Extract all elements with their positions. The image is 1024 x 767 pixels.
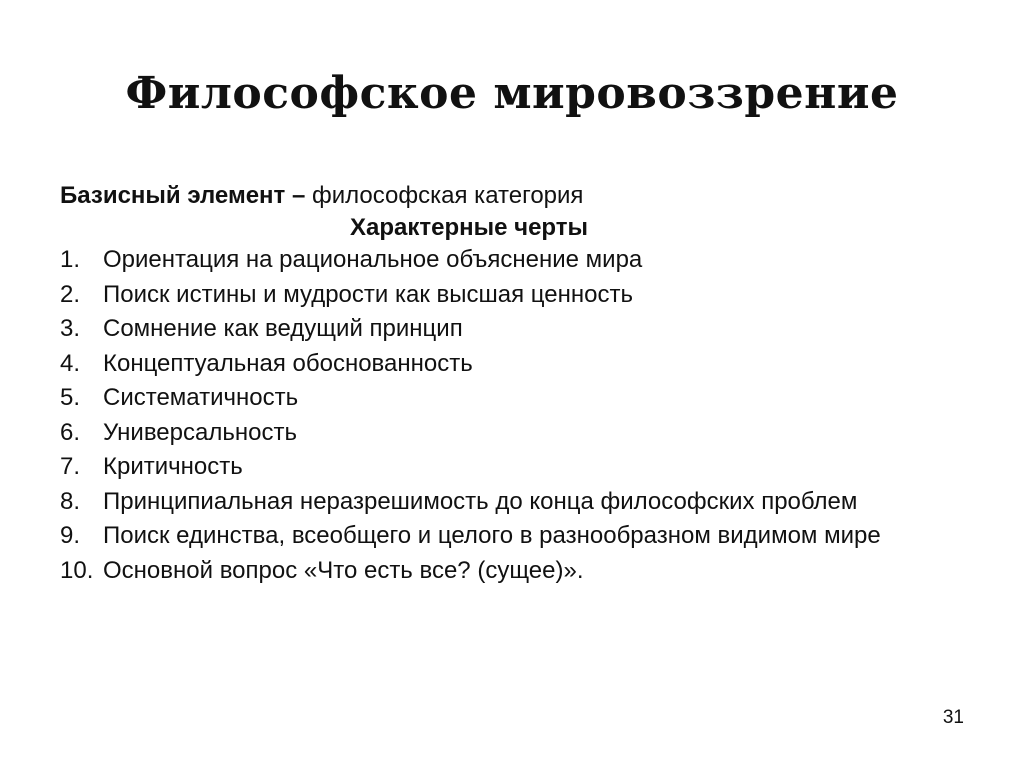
features-list: [60, 247, 960, 592]
feature-text: Универсальность: [103, 418, 297, 446]
feature-number: 9.: [60, 522, 81, 549]
feature-number: 7.: [60, 453, 81, 480]
feature-number: 8.: [60, 487, 81, 515]
feature-text: Ориентация на рациональное объяснение мира: [103, 246, 643, 273]
feature-item: [60, 316, 960, 342]
feature-item: [60, 489, 960, 515]
feature-number: 2.: [60, 280, 81, 308]
feature-number: 10.: [60, 556, 94, 584]
feature-number: 4.: [60, 349, 81, 377]
basis-line: [60, 180, 583, 212]
features-subheading: Характерные черты: [350, 214, 589, 241]
feature-text: Принципиальная неразрешимость до конца философских проблем: [103, 487, 858, 515]
feature-number: 5.: [60, 384, 81, 411]
slide-title: Философское мировоззрение: [125, 68, 899, 119]
feature-item: [60, 282, 960, 308]
feature-item: [60, 558, 960, 584]
feature-text: Поиск единства, всеобщего и целого в разнообразном видимом мире: [103, 522, 881, 549]
feature-text: Основной вопрос «Что есть все? (сущее)».: [103, 556, 584, 584]
feature-number: 6.: [60, 418, 81, 446]
basis-value: философская категория: [312, 182, 584, 209]
feature-item: [60, 420, 960, 446]
basis-separator: –: [285, 182, 312, 209]
feature-item: [60, 385, 960, 411]
basis-label: Базисный элемент: [60, 182, 286, 209]
feature-text: Концептуальная обоснованность: [103, 349, 473, 377]
feature-text: Сомнение как ведущий принцип: [103, 315, 463, 342]
feature-item: [60, 247, 960, 273]
page-number: 31: [942, 707, 964, 728]
feature-item: [60, 523, 960, 549]
feature-item: [60, 454, 960, 480]
feature-item: [60, 351, 960, 377]
feature-number: 3.: [60, 315, 81, 342]
feature-number: 1.: [60, 246, 81, 273]
feature-text: Систематичность: [103, 384, 299, 411]
feature-text: Поиск истины и мудрости как высшая ценность: [103, 280, 633, 308]
feature-text: Критичность: [103, 453, 243, 480]
